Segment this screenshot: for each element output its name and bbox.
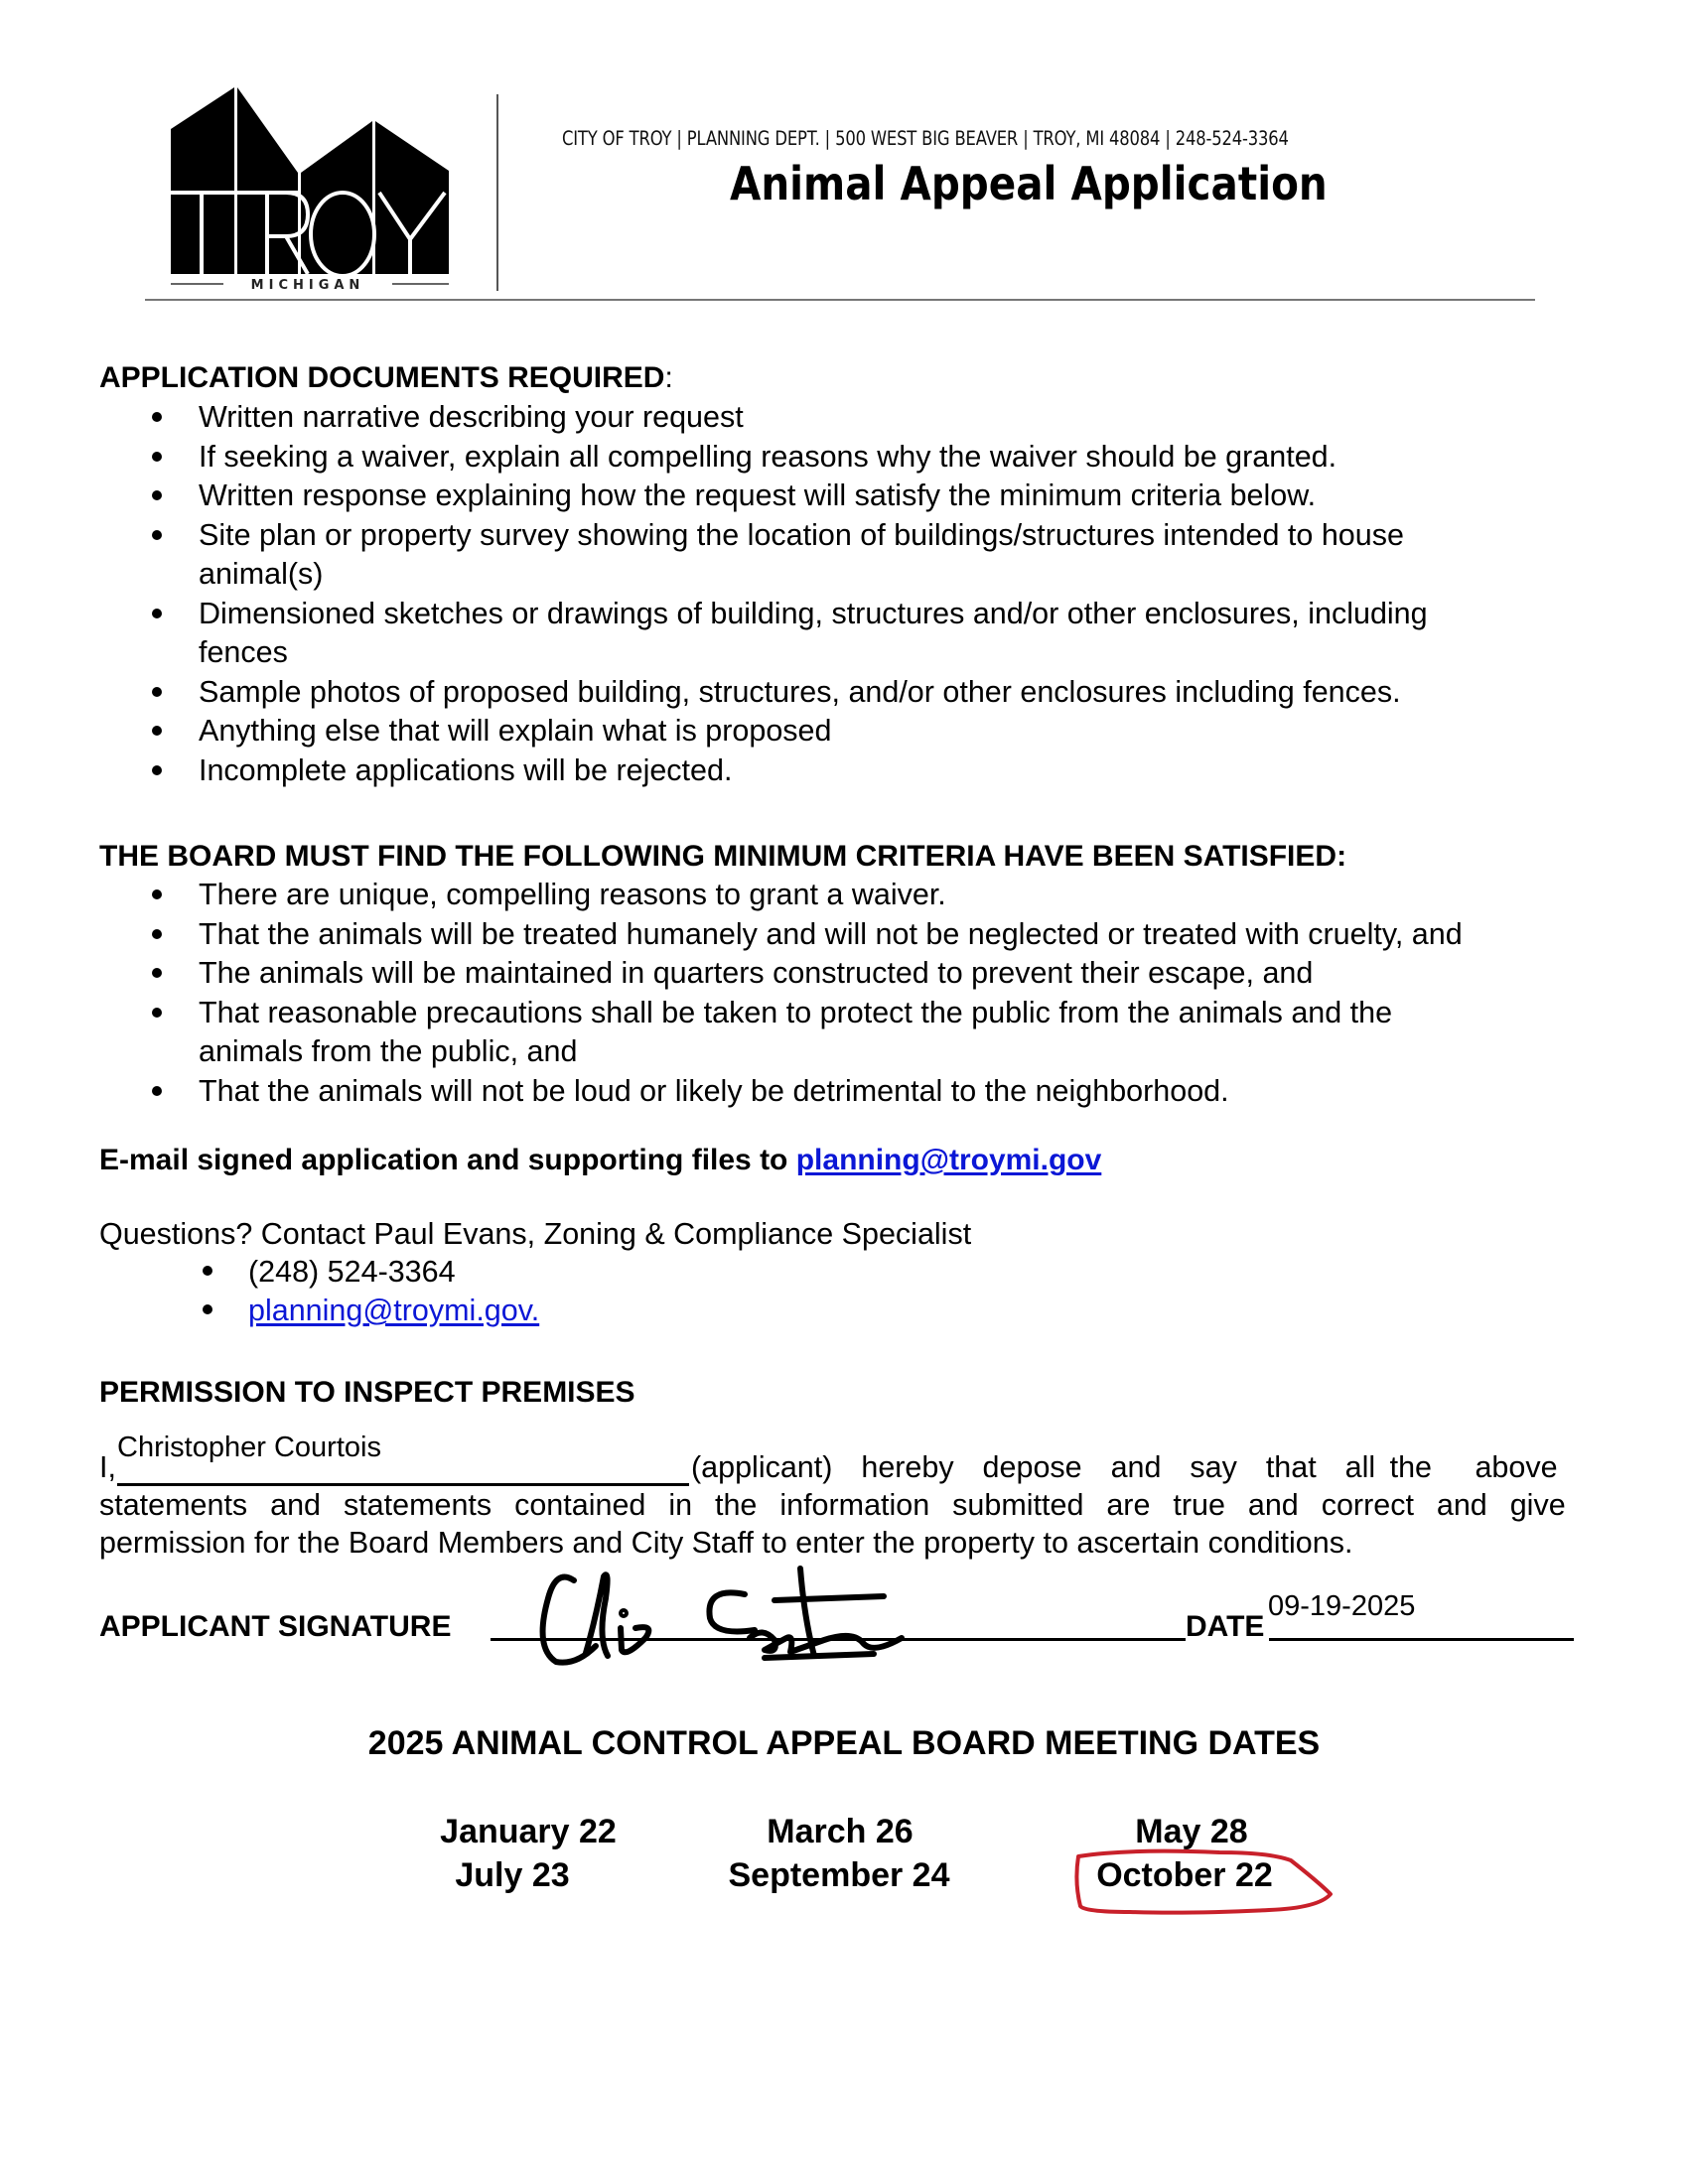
applicant-name-field[interactable]: Christopher Courtois: [117, 1432, 381, 1463]
bullet-icon: [203, 1304, 212, 1314]
list-item: Incomplete applications will be rejected.: [199, 752, 733, 787]
meeting-date: March 26: [767, 1813, 914, 1850]
list-item-continuation: animals from the public, and: [199, 1034, 578, 1068]
meeting-date: September 24: [728, 1856, 950, 1894]
permission-heading: PERMISSION TO INSPECT PREMISES: [99, 1376, 635, 1409]
list-item-continuation: animal(s): [199, 557, 324, 591]
documents-heading-colon: :: [664, 361, 673, 394]
permission-line-1: (applicant) hereby depose and say that all the above: [691, 1450, 1558, 1484]
list-item: Dimensioned sketches or drawings of building, structures and/or other enclosures, including: [199, 596, 1428, 630]
date-line: [1269, 1638, 1574, 1641]
list-item: If seeking a waiver, explain all compelling reasons why the waiver should be granted.: [199, 439, 1337, 474]
signature-label: APPLICANT SIGNATURE: [99, 1610, 452, 1643]
header-rule: [145, 299, 1535, 301]
date-label: DATE: [1186, 1610, 1265, 1643]
submit-text: E-mail signed application and supporting files to: [99, 1144, 796, 1176]
troy-logo: [169, 85, 451, 292]
bullet-icon: [152, 889, 162, 899]
meeting-date: May 28: [1135, 1813, 1248, 1850]
bullet-icon: [203, 1266, 212, 1276]
bullet-icon: [152, 1086, 162, 1096]
bullet-icon: [152, 968, 162, 978]
bullet-icon: [152, 530, 162, 540]
header-divider: [496, 94, 498, 291]
meeting-date: July 23: [455, 1856, 570, 1894]
bullet-icon: [152, 452, 162, 462]
logo-subtext: MICHIGAN: [250, 278, 365, 292]
list-item: The animals will be maintained in quarters constructed to prevent their escape, and: [199, 956, 1314, 990]
list-item: There are unique, compelling reasons to grant a waiver.: [199, 878, 946, 911]
list-item: Written narrative describing your request: [199, 400, 744, 434]
bullet-icon: [152, 929, 162, 939]
meeting-date-highlighted: October 22: [1096, 1856, 1273, 1894]
page-title: Animal Appeal Application: [730, 157, 1328, 210]
list-item-continuation: fences: [199, 635, 288, 669]
list-item: That the animals will be treated humanely and will not be neglected or treated with cruelty, and: [199, 916, 1463, 951]
bullet-icon: [152, 765, 162, 775]
documents-heading-text: APPLICATION DOCUMENTS REQUIRED: [99, 361, 665, 394]
contact-text: Questions? Contact Paul Evans, Zoning & Compliance Specialist: [99, 1217, 972, 1251]
list-item: That reasonable precautions shall be taken to protect the public from the animals and the: [199, 995, 1393, 1029]
department-address: CITY OF TROY | PLANNING DEPT. | 500 WEST BIG BEAVER | TROY, MI 48084 | 248-524-3364: [562, 127, 1289, 150]
submit-instructions: [99, 1144, 1101, 1177]
documents-heading: [99, 361, 673, 395]
meeting-date: January 22: [440, 1813, 617, 1850]
highlight-circle-annotation: [1070, 1843, 1334, 1917]
contact-email-link[interactable]: planning@troymi.gov.: [248, 1294, 540, 1327]
bullet-icon: [152, 490, 162, 500]
date-field[interactable]: 09-19-2025: [1268, 1590, 1416, 1622]
permission-line-2: statements and statements contained in the information submitted are true and correct and give: [99, 1488, 1566, 1522]
bullet-icon: [152, 1008, 162, 1018]
contact-phone: (248) 524-3364: [248, 1255, 456, 1289]
signature-field[interactable]: [526, 1559, 963, 1678]
bullet-icon: [152, 726, 162, 736]
criteria-heading: THE BOARD MUST FIND THE FOLLOWING MINIMUM CRITERIA HAVE BEEN SATISFIED:: [99, 840, 1347, 873]
list-item: Anything else that will explain what is proposed: [199, 714, 832, 748]
permission-line-3: permission for the Board Members and City Staff to enter the property to ascertain conditions.: [99, 1526, 1353, 1560]
bullet-icon: [152, 687, 162, 697]
bullet-icon: [152, 412, 162, 422]
applicant-name-underline: [117, 1483, 689, 1486]
list-item: Written response explaining how the request will satisfy the minimum criteria below.: [199, 478, 1317, 512]
bullet-icon: [152, 609, 162, 618]
list-item: That the animals will not be loud or likely be detrimental to the neighborhood.: [199, 1073, 1229, 1108]
list-item: Sample photos of proposed building, structures, and/or other enclosures including fences.: [199, 674, 1401, 709]
list-item: Site plan or property survey showing the location of buildings/structures intended to house: [199, 517, 1404, 552]
submit-email-link[interactable]: planning@troymi.gov: [795, 1144, 1102, 1176]
meeting-dates-title: 2025 ANIMAL CONTROL APPEAL BOARD MEETING DATES: [367, 1724, 1321, 1762]
permission-prefix: I,: [99, 1450, 116, 1484]
